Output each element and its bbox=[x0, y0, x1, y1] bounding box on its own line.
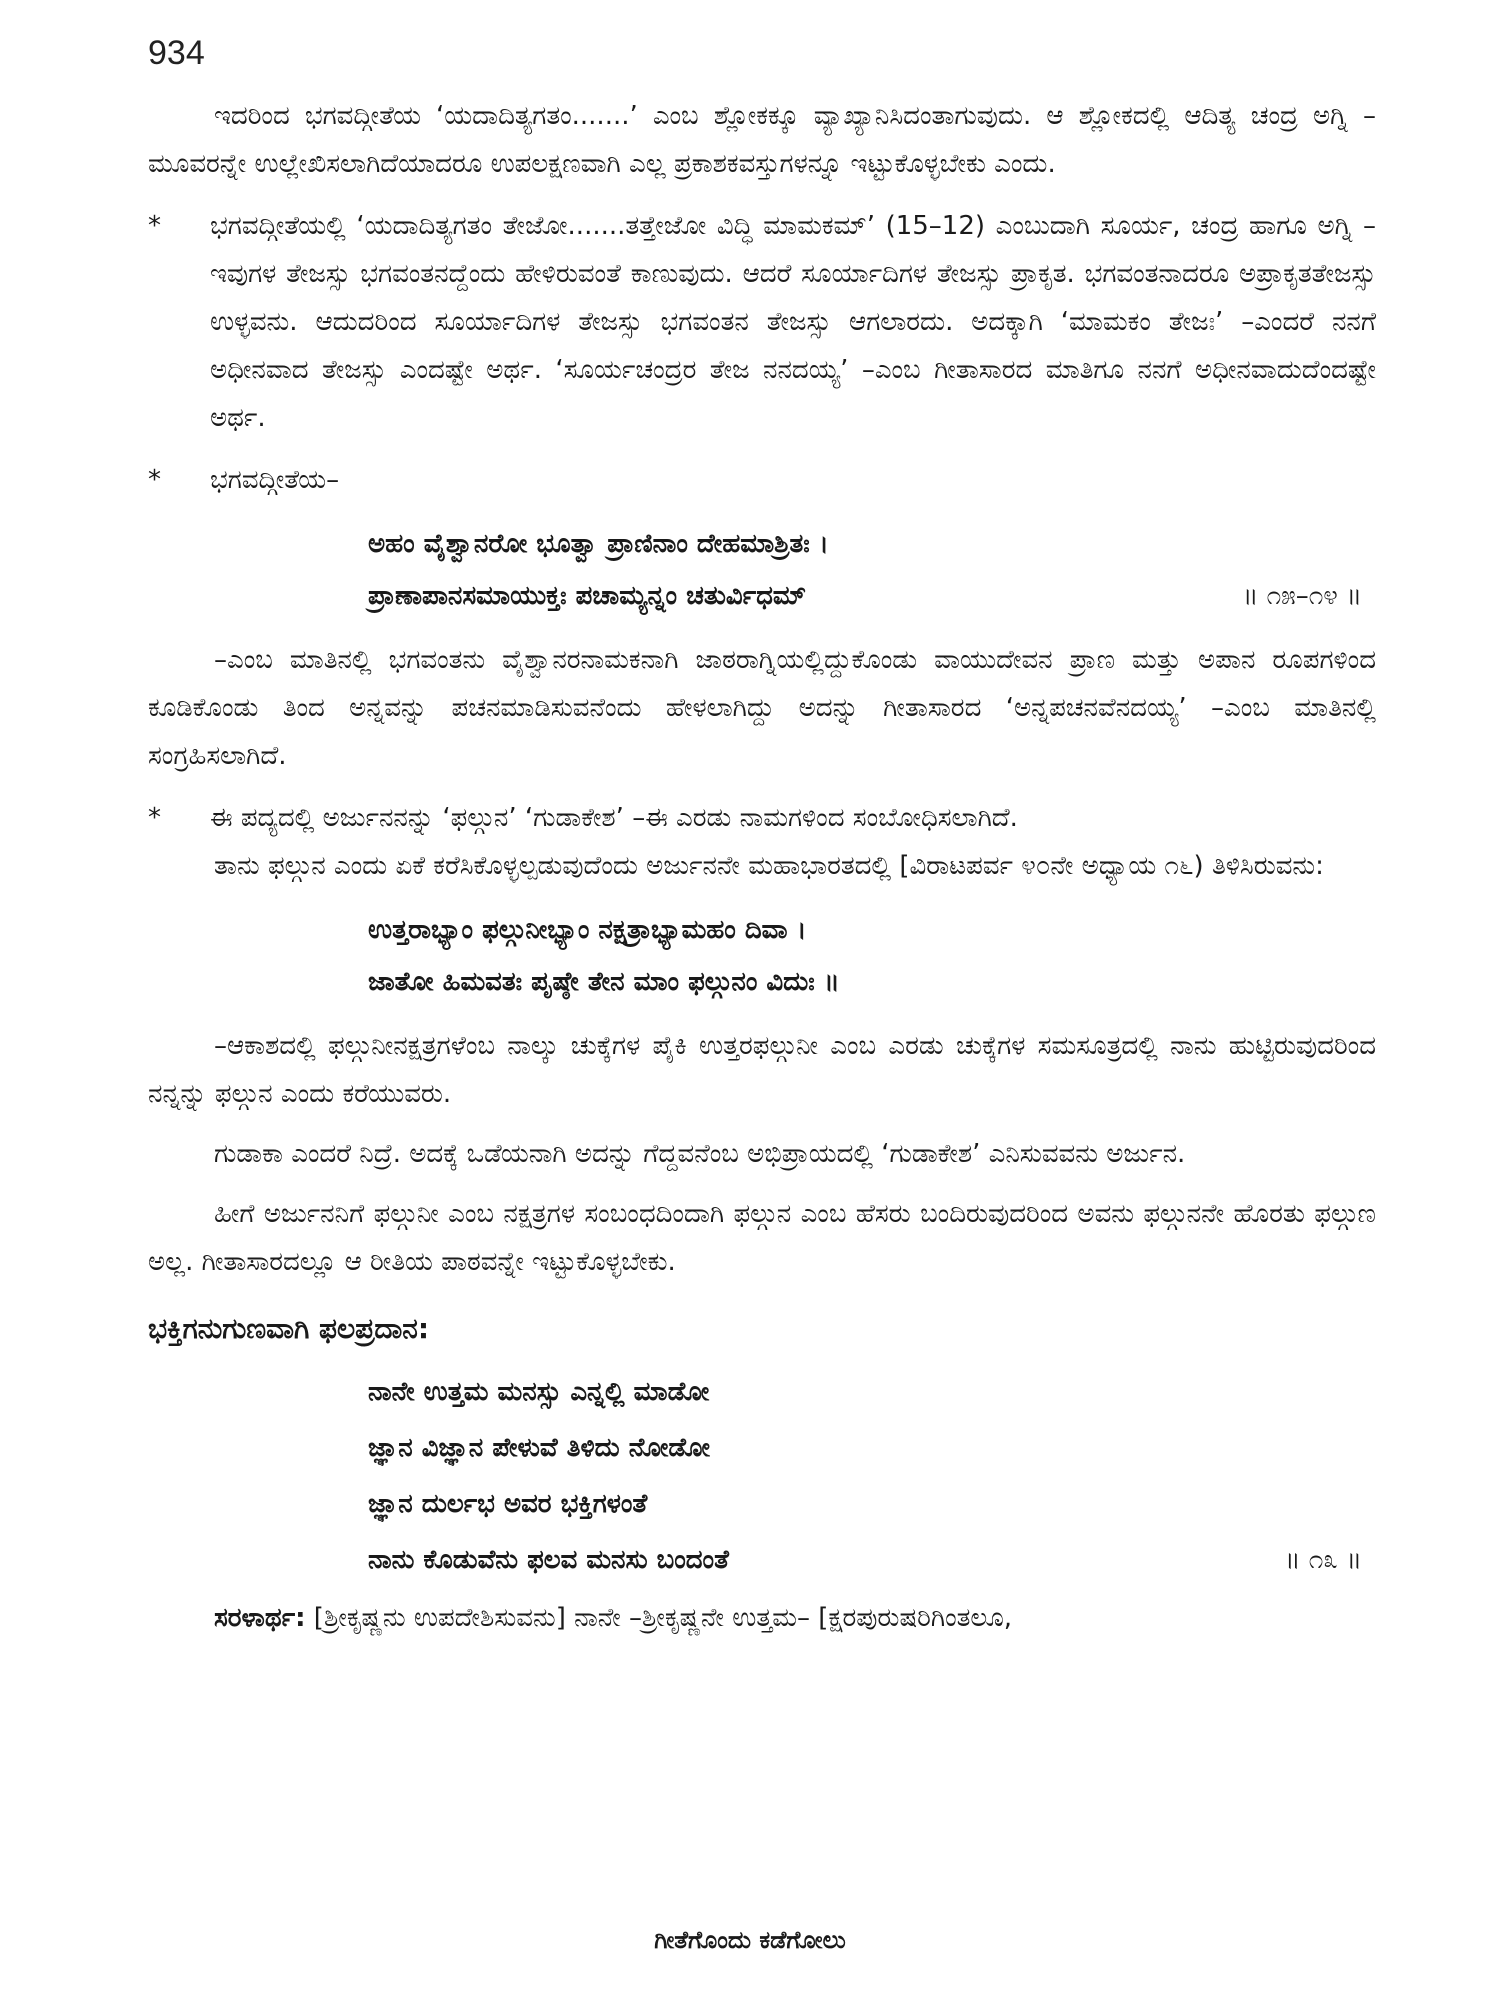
paragraph-2: –ಎಂಬ ಮಾತಿನಲ್ಲಿ ಭಗವಂತನು ವೈಶ್ವಾನರನಾಮಕನಾಗಿ ಜಾಠರಾಗ್ನಿಯಲ್ಲಿದ್ದುಕೊಂಡು ವಾಯುದೇವನ ಪ್ರಾಣ ಮತ್ತು ಅಪಾನ ರೂಪಗಳಿಂದ ಕೂಡಿಕೊಂಡು ತಿಂದ ಅನ್ನವನ್ನು ಪಚನಮಾಡಿಸುವನೆಂದು ಹೇಳಲಾಗಿದ್ದು ಅದನ್ನು ಗೀತಾಸಾರದ ‘ಅನ್ನಪಚನವೆನದಯ್ಯ’ –ಎಂಬ ಮಾತಿನಲ್ಲಿ ಸಂಗ್ರಹಿಸಲಾಗಿದೆ. bbox=[148, 645, 1376, 771]
verse-2-line-2: ಜಾತೋ ಹಿಮವತಃ ಪೃಷ್ಠೇ ತೇನ ಮಾಂ ಫಲ್ಗುನಂ ವಿದುಃ ॥ bbox=[368, 967, 840, 997]
verse-1-line-1: ಅಹಂ ವೈಶ್ವಾನರೋ ಭೂತ್ವಾ ಪ್ರಾಣಿನಾಂ ದೇಹಮಾಶ್ರಿತಃ । bbox=[368, 529, 829, 559]
page-content bbox=[148, 92, 1376, 1642]
book-title-footer: ಗೀತೆಗೊಂದು ಕಡೆಗೋಲು bbox=[654, 1926, 846, 1954]
verse-1-reference: ॥ ೧೫–೧೪ ॥ bbox=[1242, 581, 1362, 611]
paragraph-3: ತಾನು ಫಲ್ಗುನ ಎಂದು ಏಕೆ ಕರೆಸಿಕೊಳ್ಳಲ್ಪಡುವುದೆಂದು ಅರ್ಜುನನೇ ಮಹಾಭಾರತದಲ್ಲಿ [ವಿರಾಟಪರ್ವ ೪೦ನೇ ಅಧ್ಯಾಯ ೧೬) ತಿಳಿಸಿರುವನು: bbox=[214, 851, 1324, 881]
sanskrit-verse-1 bbox=[368, 518, 1376, 622]
paragraph-1: ಇದರಿಂದ ಭಗವದ್ಗೀತೆಯ ‘ಯದಾದಿತ್ಯಗತಂ.......’ ಎಂಬ ಶ್ಲೋಕಕ್ಕೂ ವ್ಯಾಖ್ಯಾನಿಸಿದಂತಾಗುವುದು. ಆ ಶ್ಲೋಕದಲ್ಲಿ ಆದಿತ್ಯ ಚಂದ್ರ ಅಗ್ನಿ –ಮೂವರನ್ನೇ ಉಲ್ಲೇಖಿಸಲಾಗಿದೆಯಾದರೂ ಉಪಲಕ್ಷಣವಾಗಿ ಎಲ್ಲ ಪ್ರಕಾಶಕವಸ್ತುಗಳನ್ನೂ ಇಟ್ಟುಕೊಳ್ಳಬೇಕು ಎಂದು. bbox=[148, 101, 1376, 179]
song-line-2: ಜ್ಞಾನ ವಿಜ್ಞಾನ ಪೇಳುವೆ ತಿಳಿದು ನೋಡೋ bbox=[368, 1433, 710, 1463]
bullet-asterisk: * bbox=[148, 211, 161, 241]
verse-1-line-2: ಪ್ರಾಣಾಪಾನಸಮಾಯುಕ್ತಃ ಪಚಾಮ್ಯನ್ನಂ ಚತುರ್ವಿಧಮ್ bbox=[368, 581, 807, 611]
verse-2-line-1: ಉತ್ತರಾಭ್ಯಾಂ ಫಲ್ಗುನೀಭ್ಯಾಂ ನಕ್ಷತ್ರಾಭ್ಯಾಮಹಂ ದಿವಾ । bbox=[368, 915, 807, 945]
meaning-paragraph bbox=[148, 1594, 1376, 1642]
bullet-item-3 bbox=[148, 794, 1376, 842]
song-line-1: ನಾನೇ ಉತ್ತಮ ಮನಸ್ಸು ಎನ್ನಲ್ಲಿ ಮಾಡೋ bbox=[368, 1377, 710, 1407]
paragraph-4: –ಆಕಾಶದಲ್ಲಿ ಫಲ್ಗುನೀನಕ್ಷತ್ರಗಳೆಂಬ ನಾಲ್ಕು ಚುಕ್ಕೆಗಳ ಪೈಕಿ ಉತ್ತರಫಲ್ಗುನೀ ಎಂಬ ಎರಡು ಚುಕ್ಕೆಗಳ ಸಮಸೂತ್ರದಲ್ಲಿ ನಾನು ಹುಟ್ಟಿರುವುದರಿಂದ ನನ್ನನ್ನು ಫಲ್ಗುನ ಎಂದು ಕರೆಯುವರು. bbox=[148, 1031, 1376, 1109]
bullet-item-1 bbox=[148, 202, 1376, 442]
paragraph-6: ಹೀಗೆ ಅರ್ಜುನನಿಗೆ ಫಲ್ಗುನೀ ಎಂಬ ನಕ್ಷತ್ರಗಳ ಸಂಬಂಧದಿಂದಾಗಿ ಫಲ್ಗುನ ಎಂಬ ಹೆಸರು ಬಂದಿರುವುದರಿಂದ ಅವನು ಫಲ್ಗುನನೇ ಹೊರತು ಫಲ್ಗುಣ ಅಲ್ಲ. ಗೀತಾಸಾರದಲ್ಲೂ ಆ ರೀತಿಯ ಪಾಠವನ್ನೇ ಇಟ್ಟುಕೊಳ್ಳಬೇಕು. bbox=[148, 1199, 1376, 1277]
bullet-3-text: ಈ ಪದ್ಯದಲ್ಲಿ ಅರ್ಜುನನನ್ನು ‘ಫಲ್ಗುನ’ ‘ಗುಡಾಕೇಶ’ –ಈ ಎರಡು ನಾಮಗಳಿಂದ ಸಂಬೋಧಿಸಲಾಗಿದೆ. bbox=[210, 803, 1018, 833]
section-heading: ಭಕ್ತಿಗನುಗುಣವಾಗಿ ಫಲಪ್ರದಾನ: bbox=[148, 1312, 430, 1345]
bullet-asterisk: * bbox=[148, 803, 161, 833]
song-line-3: ಜ್ಞಾನ ದುರ್ಲಭ ಅವರ ಭಕ್ತಿಗಳಂತೆ bbox=[368, 1489, 648, 1519]
bullet-asterisk: * bbox=[148, 465, 161, 495]
meaning-label: ಸರಳಾರ್ಥ: bbox=[214, 1603, 306, 1633]
page-number: 934 bbox=[148, 34, 205, 72]
bullet-1-text: ಭಗವದ್ಗೀತೆಯಲ್ಲಿ ‘ಯದಾದಿತ್ಯಗತಂ ತೇಜೋ.......ತತ್ತೇಜೋ ವಿದ್ಧಿ ಮಾಮಕಮ್’ (15–12) ಎಂಬುದಾಗಿ ಸೂರ್ಯ, ಚಂದ್ರ ಹಾಗೂ ಅಗ್ನಿ –ಇವುಗಳ ತೇಜಸ್ಸು ಭಗವಂತನದ್ದೆಂದು ಹೇಳಿರುವಂತೆ ಕಾಣುವುದು. ಆದರೆ ಸೂರ್ಯಾದಿಗಳ ತೇಜಸ್ಸು ಪ್ರಾಕೃತ. ಭಗವಂತನಾದರೂ ಅಪ್ರಾಕೃತತೇಜಸ್ಸು ಉಳ್ಳವನು. ಆದುದರಿಂದ ಸೂರ್ಯಾದಿಗಳ ತೇಜಸ್ಸು ಭಗವಂತನ ತೇಜಸ್ಸು ಆಗಲಾರದು. ಅದಕ್ಕಾಗಿ ‘ಮಾಮಕಂ ತೇಜಃ’ –ಎಂದರೆ ನನಗೆ ಅಧೀನವಾದ ತೇಜಸ್ಸು ಎಂದಷ್ಟೇ ಅರ್ಥ. ‘ಸೂರ್ಯಚಂದ್ರರ ತೇಜ ನನದಯ್ಯ’ –ಎಂಬ ಗೀತಾಸಾರದ ಮಾತಿಗೂ ನನಗೆ ಅಧೀನವಾದುದೆಂದಷ್ಟೇ ಅರ್ಥ. bbox=[210, 211, 1376, 433]
song-line-4: ನಾನು ಕೊಡುವೆನು ಫಲವ ಮನಸು ಬಂದಂತೆ bbox=[368, 1545, 729, 1575]
song-reference: ॥ ೧೩ ॥ bbox=[1284, 1545, 1362, 1575]
paragraph-5: ಗುಡಾಕಾ ಎಂದರೆ ನಿದ್ರೆ. ಅದಕ್ಕೆ ಒಡೆಯನಾಗಿ ಅದನ್ನು ಗೆದ್ದವನೆಂಬ ಅಭಿಪ್ರಾಯದಲ್ಲಿ ‘ಗುಡಾಕೇಶ’ ಎನಿಸುವವನು ಅರ್ಜುನ. bbox=[214, 1139, 1186, 1169]
bullet-item-2 bbox=[148, 456, 1376, 504]
meaning-text: [ಶ್ರೀಕೃಷ್ಣನು ಉಪದೇಶಿಸುವನು] ನಾನೇ –ಶ್ರೀಕೃಷ್ಣನೇ ಉತ್ತಮ– [ಕ್ಷರಪುರುಷರಿಗಿಂತಲೂ, bbox=[305, 1603, 1013, 1633]
bullet-2-text: ಭಗವದ್ಗೀತೆಯ– bbox=[210, 465, 340, 495]
song-verse bbox=[368, 1364, 1376, 1588]
sanskrit-verse-2 bbox=[368, 904, 1376, 1008]
